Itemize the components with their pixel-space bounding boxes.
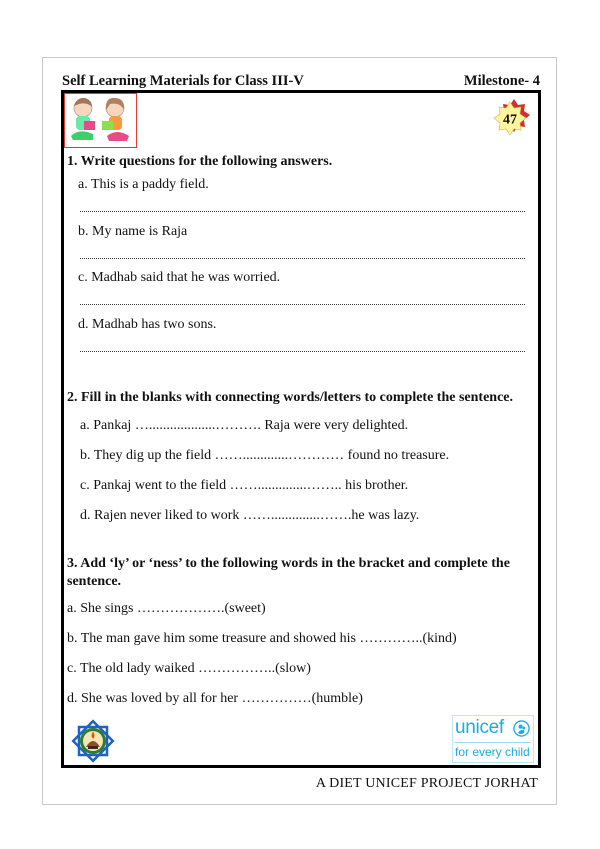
star-badge-icon (491, 98, 531, 136)
unicef-logo (452, 715, 534, 763)
answer-line-c[interactable] (80, 304, 525, 305)
section2-item-c: c. Pankaj went to the field ……..............…….. his brother. (80, 478, 409, 493)
section1-title: 1. Write questions for the following answers. (67, 154, 333, 169)
milestone-label: Milestone- 4 (463, 73, 540, 89)
unicef-divider (455, 742, 531, 743)
diet-emblem-icon (69, 717, 117, 765)
section3-item-b: b. The man gave him some treasure and showed his …………..(kind) (67, 631, 457, 646)
unicef-globe-icon (513, 720, 530, 737)
footer-project-label: A DIET UNICEF PROJECT JORHAT (315, 776, 538, 791)
answer-line-b[interactable] (80, 258, 525, 259)
section2-item-d: d. Rajen never liked to work ……..............…….he was lazy. (80, 508, 420, 523)
section2-title: 2. Fill in the blanks with connecting words/letters to complete the sentence. (67, 390, 514, 405)
section2-item-b: b. They dig up the field …….............………… found no treasure. (80, 448, 450, 463)
diet-emblem-logo (69, 717, 117, 765)
children-reading-icon (65, 94, 135, 146)
section1-item-a: a. This is a paddy field. (78, 177, 209, 192)
children-reading-image (64, 93, 137, 148)
page-number-badge (491, 98, 531, 136)
section3-item-d: d. She was loved by all for her ……………(humble) (67, 691, 363, 706)
section3-item-a: a. She sings ……………….(sweet) (67, 601, 266, 616)
page-number: 47 (503, 112, 517, 128)
section3-title: 3. Add ‘ly’ or ‘ness’ to the following words in the bracket and complete the sentence. (67, 556, 510, 589)
section1-item-d: d. Madhab has two sons. (78, 317, 217, 332)
unicef-tagline: for every child (455, 745, 530, 759)
section2-item-a: a. Pankaj …...................………. Raja were very delighted. (80, 418, 409, 433)
answer-line-d[interactable] (80, 351, 525, 352)
section1-item-b: b. My name is Raja (78, 224, 188, 239)
unicef-wordmark: unicef (455, 717, 504, 738)
section1-item-c: c. Madhab said that he was worried. (78, 270, 281, 285)
header-title: Self Learning Materials for Class III-V (62, 73, 304, 89)
answer-line-a[interactable] (80, 211, 525, 212)
section3-item-c: c. The old lady waiked ……………..(slow) (67, 661, 311, 676)
